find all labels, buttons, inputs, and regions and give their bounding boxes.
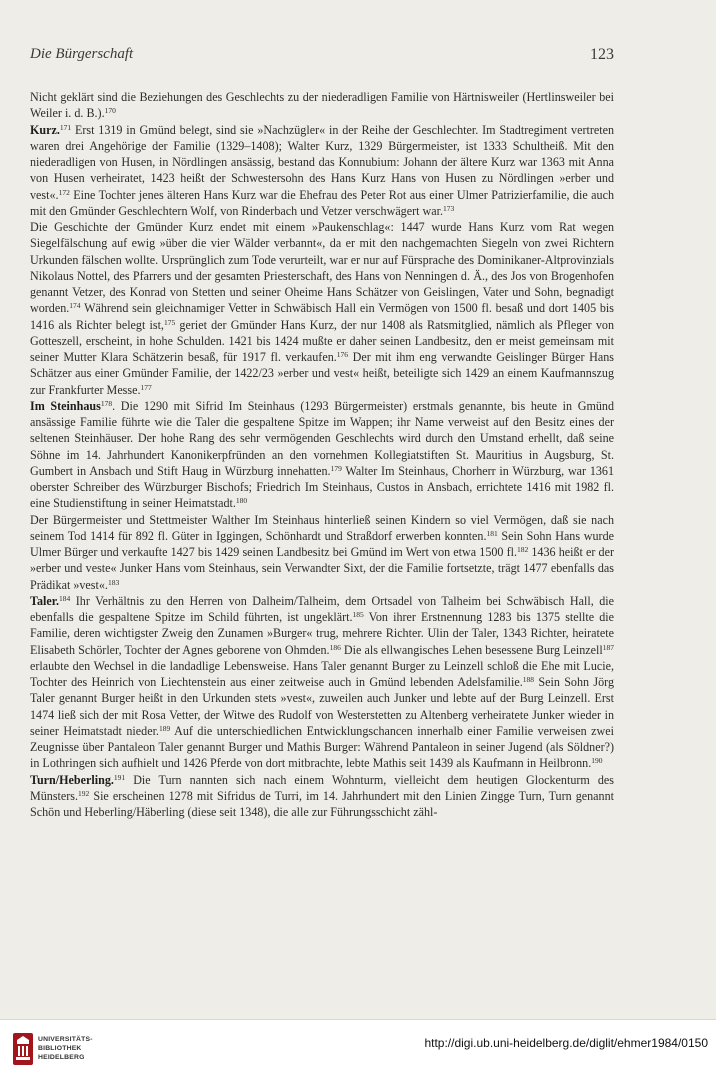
paragraph	[30, 219, 614, 398]
university-library-logo[interactable]	[12, 1032, 92, 1066]
page-number: 123	[590, 46, 614, 63]
family-heading: Im Steinhaus	[30, 398, 101, 413]
footnote-marker: 190	[591, 756, 603, 766]
logo-line-2: BIBLIOTHEK	[38, 1045, 82, 1052]
paragraph-text: Die als ellwangisches Lehen besessene Burg Leinzell	[340, 642, 603, 657]
paragraph-text: Nicht geklärt sind die Beziehungen des Geschlechts zu der niederadligen Familie von Härtnisweiler (Hertlinsweiler bei Weiler i. d. B.).	[30, 90, 614, 121]
running-head-title: Die Bürgerschaft	[30, 46, 134, 62]
library-seal-icon	[12, 1032, 34, 1066]
paragraph-text: Walter Im Steinhaus, Chorherr in Würzburg, war 1361 oberster Schreiber des Würzburger Bischofs; Friedrich Im Steinhaus, Custos in Ansbach, errichtete 1416 mit 1982 fl. eine Studienstiftung in seiner Heimatstadt.	[30, 463, 615, 511]
paragraph-text: Der mit ihm eng verwandte Geislinger Bürger Hans Schätzer aus einer Gmünder Familie, der 1422/23 »erber und vest« heißt, beteiligte sich 1429 an einem Kaufmannszug zur Frankfurter Messe.	[30, 350, 614, 397]
paragraph	[30, 122, 614, 220]
footnote-marker: 180	[235, 496, 248, 506]
footnote-marker: 187	[602, 642, 615, 652]
paragraph-text: Während sein gleichnamiger Vetter in Schwäbisch Hall ein Vermögen von 1500 fl. besaß und dort 1405 bis 1416 als Richter belegt ist,	[30, 301, 614, 332]
footnote-marker: 189	[158, 723, 171, 733]
footnote-marker: 171	[59, 122, 72, 132]
paragraph-text: Von ihrer Erstnennung 1283 bis 1375 stellte die Familie, deren wichtigster Zweig den Zunamen »Burger« trug, mehrere Richter. Ulin der Taler, 1343 Richter, heiratete Elisabeth Schörler, Tochter der Agnes geborene von Ohmden.	[30, 610, 614, 657]
running-head	[30, 46, 614, 66]
logo-line-3: HEIDELBERG	[38, 1054, 85, 1061]
footnote-marker: 178	[100, 398, 113, 408]
paragraph	[30, 89, 614, 122]
footnote-marker: 179	[330, 463, 342, 473]
footnote-marker: 170	[104, 106, 116, 116]
paragraph-text: geriet der Gmünder Hans Kurz, der nur 1408 als Ratsmitglied, nämlich als Pfleger von Gotteszell, erscheint, in hohe Schulden. 1421 bis 1424 mußte er daher seinen Landbesitz, den er meist gemeinsam mit seiner Mutter Klara Schätzerin besaß, für 1917 fl. verkaufen.	[30, 317, 614, 364]
family-heading: Turn/Heberling.	[30, 772, 114, 787]
footnote-marker: 174	[69, 301, 81, 311]
paragraph-text: Eine Tochter jenes älteren Hans Kurz war die Ehefrau des Peter Rot aus einer Ulmer Patrizierfamilie, die auch mit den Gmünder Geschlechtern Wolf, von Rinderbach und Vetzer verschwägert war.	[30, 187, 614, 218]
paragraph-text: . Die 1290 mit Sifrid Im Steinhaus (1293 Bürgermeister) erstmals genannte, bis heute in Gmünd ansässige Familie führte wie die Taler die gespaltene Spitze im Wappen; ihr Name verweist auf den Besitz eines der seltenen Steinhäuser. Der hohe Rang des sehr vermögenden Geschlechts wird durch den Umstand erhellt, daß seine Söhne im 14. Jahrhundert Kanonikerpfründen an den vornehmen Kollegiatstiften St. Mauritius in Augsburg, St. Gumbert in Ansbach und Stift Haug in Würzburg innehatten.	[30, 398, 615, 478]
paragraph-text: Die Turn nannten sich nach einem Wohnturm, vielleicht dem heutigen Glockenturm des Münsters.	[30, 772, 614, 803]
body-text	[30, 89, 614, 820]
footnote-marker: 183	[107, 577, 120, 587]
footnote-marker: 184	[59, 593, 71, 603]
footnote-marker: 172	[58, 187, 70, 197]
paragraph-text: Die Geschichte der Gmünder Kurz endet mit einem »Paukenschlag«: 1447 wurde Hans Kurz vom Rat wegen Siegelfälschung auf ewig »über die vier Wälder verbannt«, da er mit den nachgemachten Siegeln von zwei Richtern Urkunden fälschen wollte. Ursprünglich zum Tode verurteilt, war er nur auf Fürsprache des Dominikaner-Altprovinzials Nikolaus Nottel, des Pfarrers und der gesamten Priesterschaft, des Hans von Nenningen d. Ä., des Jos von Brogenhofen genannt Vetzer, des Konrad von Stetten und seiner Oheime Hans Schätzer von Geislingen, Vater und Sohn, begnadigt worden.	[30, 220, 614, 316]
logo-line-1: UNIVERSITÄTS-	[38, 1036, 93, 1043]
paragraph-text: Sein Sohn Jörg Taler genannt Burger heißt in den Urkunden stets »vest«, zuweilen auch Junker und lebte auf der Burg Leinzell. Erst 1474 ließ sich der mit Rosa Vetter, der Witwe des Rudolf von Westerstetten zu Altenberg verheiratete Junker wieder in seiner Heimatstadt nieder.	[30, 675, 615, 738]
paragraph-text: Erst 1319 in Gmünd belegt, sind sie »Nachzügler« in der Reihe der Geschlechter. Im Stadtregiment vertreten waren drei Angehörige der Familie (1329–1408); Walter Kurz, 1329 Bürgermeister, ist 1333 Schultheiß. Mit den niederadligen von Husen, in Nördlingen ansässig, bestand das Konnubium: Johann der ältere Kurz war 1363 mit Anna von Husen verheiratet, 1423 heißt der Schwestersohn des Hans Kurz Hans von Husen zu Nördlingen »erber und vest«.	[30, 122, 614, 202]
footnote-marker: 188	[522, 675, 535, 684]
logo-text	[38, 1035, 93, 1062]
footnote-marker: 182	[517, 545, 529, 554]
paragraph-text: Der Bürgermeister und Stettmeister Walther Im Steinhaus hinterließ seinen Kindern so viel Vermögen, daß sie nach seinem Tod 1414 für 892 fl. Güter in Iggingen, Schönhardt und Straßdorf erwerben konnten.	[30, 512, 614, 543]
footnote-marker: 185	[352, 610, 364, 619]
paragraph-text: erlaubte den Wechsel in die landadlige Lebensweise. Hans Taler genannt Burger zu Leinzell schloß die Ehe mit Lucie, Tochter des Heinrich von Liechtenstein aus einer zeitweise auch in Gmünd lebenden Adelsfamilie.	[30, 658, 614, 689]
paragraph	[30, 593, 614, 772]
footnote-marker: 181	[486, 528, 498, 538]
footnote-marker: 177	[140, 382, 152, 392]
footnote-marker: 173	[443, 203, 455, 213]
paragraph-text: Auf die unterschiedlichen Entwicklungschancen innerhalb einer Familie verweisen zwei Zeugnisse über Pantaleon Taler genannt Burger und Mathis Burger: Während Pantaleon in seiner Jugend (als Söldner?) in Lothringen sich aufhielt und 1426 Pferde von dort mitbrachte, lebte Mathis seit 1439 als Kaufmann in Heilbronn.	[30, 723, 615, 771]
footnote-marker: 191	[113, 772, 126, 782]
paragraph	[30, 398, 614, 512]
paragraph-text: Sie erscheinen 1278 mit Sifridus de Turri, im 14. Jahrhundert mit den Linien Zingge Turn, Turn genannt Schön und Heberling/Häberling (diese seit 1348), die alle zur Führungsschicht zähl-	[30, 788, 614, 819]
family-heading: Taler.	[30, 593, 60, 608]
paragraph	[30, 512, 614, 593]
footnote-marker: 176	[336, 350, 349, 359]
footnote-marker: 186	[329, 642, 341, 652]
paragraph-text: Ihr Verhältnis zu den Herren von Dalheim/Talheim, dem Ortsadel von Talheim bei Schwäbisch Hall, die ebenfalls die gespaltene Spitze im Schild führten, ist ungeklärt.	[30, 593, 614, 624]
permalink-url[interactable]: http://digi.ub.uni-heidelberg.de/diglit/ehmer1984/0150	[424, 1036, 708, 1050]
footnote-marker: 192	[78, 788, 90, 798]
paragraph	[30, 772, 614, 821]
paragraph-text: 1436 heißt er der »erber und veste« Junker Hans vom Steinhaus, sein Verwandter Sixt, der die Familie fortsetzte, trägt 1477 ebenfalls das Prädikat »vest«.	[30, 545, 614, 592]
family-heading: Kurz.	[30, 122, 60, 137]
footnote-marker: 175	[163, 317, 176, 327]
paragraph-text: Sein Sohn Hans wurde Ulmer Bürger und verkaufte 1427 bis 1429 seinen Landbesitz bei Gmünd im Wert von etwa 1500 fl.	[30, 528, 614, 559]
viewer-footer	[0, 1019, 716, 1074]
